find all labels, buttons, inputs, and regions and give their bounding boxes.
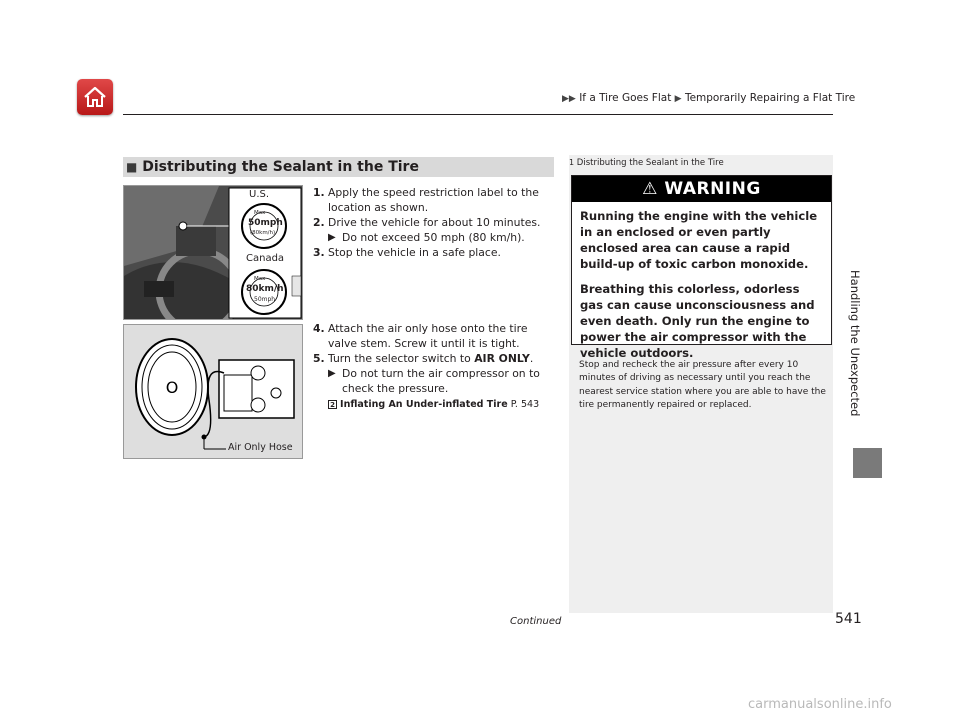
us-label-alt: (80km/h) [250, 230, 276, 236]
square-bullet-icon: ■ [126, 160, 138, 174]
warning-text [572, 202, 831, 361]
home-button[interactable] [77, 79, 113, 115]
cross-reference-page: P. 543 [510, 399, 540, 410]
breadcrumb-arrow-icon: ▶ [674, 94, 682, 104]
step-text: Apply the speed restriction label to the location as shown. [328, 186, 539, 214]
breadcrumb-item-temporary-repair[interactable]: Temporarily Repairing a Flat Tire [684, 92, 856, 104]
step-number: 1. [313, 186, 325, 199]
steps-list-a [313, 185, 553, 260]
warning-header-text: WARNING [664, 179, 761, 199]
cross-reference-link[interactable] [313, 397, 553, 412]
canada-label-max: Max [254, 276, 266, 282]
step-2-substep [313, 230, 553, 245]
svg-text:O: O [165, 378, 179, 397]
air-hose-caption: Air Only Hose [228, 442, 293, 453]
page-number: 541 [835, 611, 862, 627]
compressor-illustration [124, 325, 303, 459]
steps-list-b [313, 321, 553, 412]
warning-box [571, 175, 832, 360]
us-label-speed: 50mph [248, 218, 283, 228]
section-heading [123, 157, 554, 177]
chapter-side-label[interactable]: Handling the Unexpected [848, 270, 862, 417]
breadcrumb-item-flat-tire[interactable]: If a Tire Goes Flat [579, 92, 672, 104]
substep-arrow-icon: ▶ [328, 368, 336, 379]
canada-label-caption: Canada [246, 253, 285, 264]
side-note-title [569, 158, 724, 168]
cross-reference-label: Inflating An Under-inflated Tire [340, 399, 508, 410]
watermark: carmanualsonline.info [748, 697, 892, 712]
substep-text: Do not exceed 50 mph (80 km/h). [342, 231, 525, 244]
step-text: Drive the vehicle for about 10 minutes. [328, 216, 541, 229]
warning-paragraph-1: Running the engine with the vehicle in an enclosed or even partly enclosed area can cause a rapid build-up of toxic carbon monoxide. [580, 209, 818, 271]
substep-arrow-icon: ▶ [328, 232, 336, 243]
warning-triangle-icon: ⚠ [642, 179, 658, 199]
us-label-caption: U.S. [249, 189, 270, 200]
step-text-bold: AIR ONLY [474, 352, 530, 365]
step-4 [313, 321, 553, 351]
air-hose-figure [123, 324, 303, 459]
canada-label-alt: 50mph [254, 296, 276, 303]
canada-label-speed: 80km/h [246, 284, 284, 294]
step-text: Turn the selector switch to [328, 352, 475, 365]
step-number: 2. [313, 216, 325, 229]
header-rule [123, 114, 833, 115]
side-note-title-text: Distributing the Sealant in the Tire [576, 158, 724, 168]
home-icon [83, 85, 107, 109]
step-text: Stop the vehicle in a safe place. [328, 246, 501, 259]
substep-text: Do not turn the air compressor on to check the pressure. [342, 367, 540, 395]
step-1 [313, 185, 553, 215]
continued-label: Continued [510, 616, 562, 627]
step-text-end: . [529, 352, 534, 365]
step-text: Attach the air only hose onto the tire valve stem. Screw it until it is tight. [328, 322, 528, 350]
step-number: 4. [313, 322, 325, 335]
breadcrumb [562, 92, 855, 104]
breadcrumb-arrow-icon: ▶▶ [562, 94, 576, 104]
section-title: Distributing the Sealant in the Tire [142, 159, 419, 175]
warning-paragraph-2: Breathing this colorless, odorless gas can cause unconsciousness and even death. Only run the engine to power the air compressor with the vehicle outdoors. [580, 282, 815, 360]
step-number: 5. [313, 352, 325, 365]
side-note-body: Stop and recheck the air pressure after every 10 minutes of driving as necessary until you reach the nearest service station where you are able to have the tire permanently repaired or replaced. [579, 360, 826, 410]
step-2 [313, 215, 553, 230]
step-3 [313, 245, 553, 260]
step-5-substep [313, 366, 553, 396]
warning-header [572, 176, 831, 202]
step-number: 3. [313, 246, 325, 259]
step-5 [313, 351, 553, 366]
note-marker-icon: 1 [569, 158, 575, 167]
page-ref-icon: 2 [328, 400, 337, 409]
chapter-tab[interactable] [853, 448, 882, 478]
speed-label-figure [123, 185, 303, 320]
us-label-max: Max [254, 210, 266, 216]
